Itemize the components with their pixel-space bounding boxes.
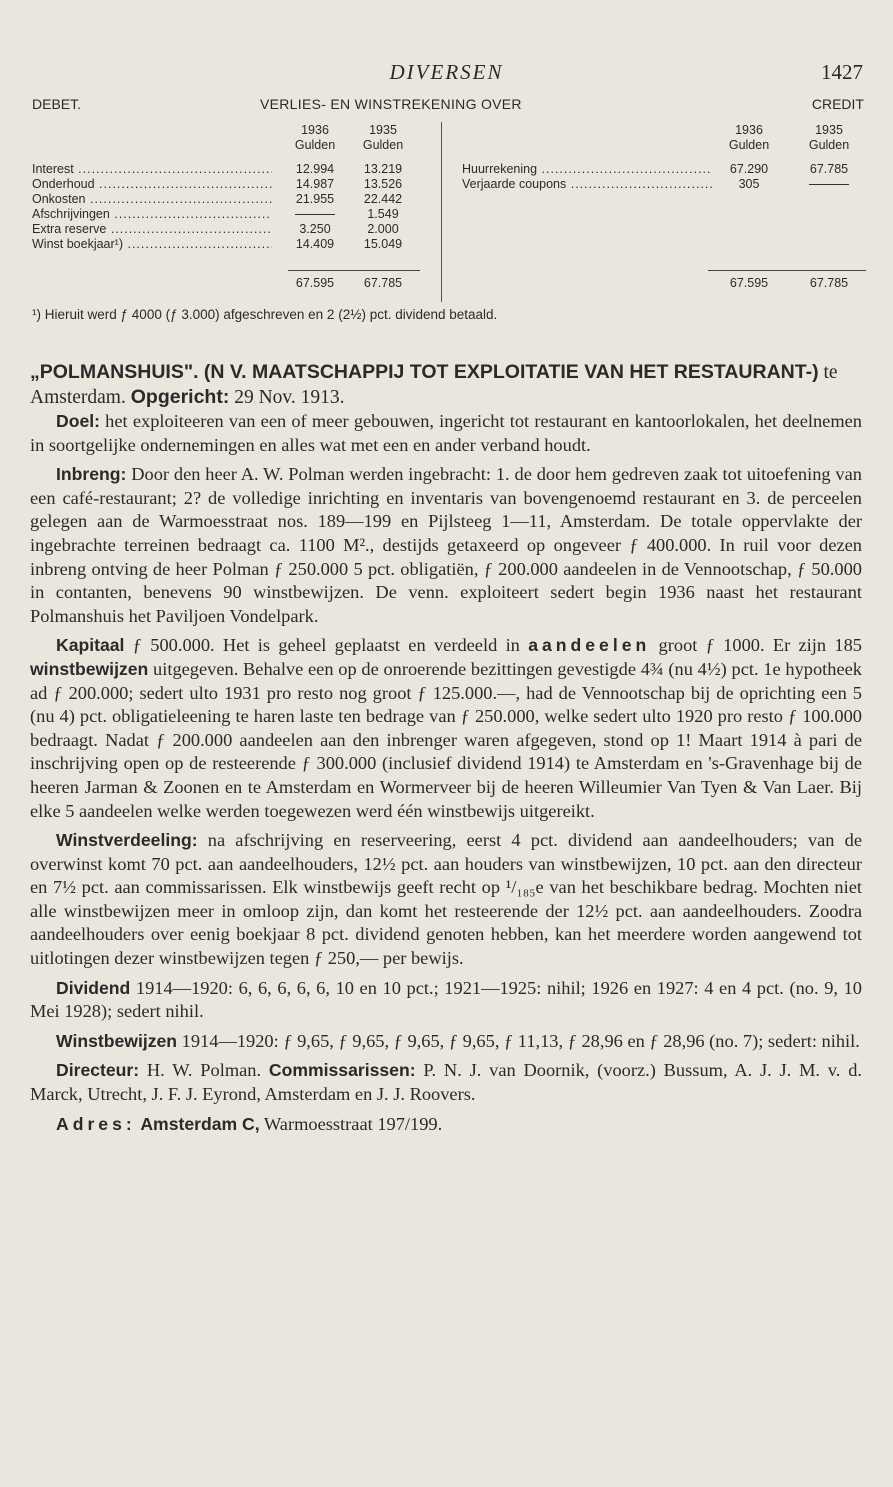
debet-row-name: Extra reserve .....	[32, 222, 272, 236]
winstverdeeling-paragraph	[30, 829, 862, 971]
debet-row-1936-dash	[280, 207, 350, 221]
credit-currency-1936: Gulden	[728, 138, 770, 152]
debet-currency-1935: Gulden	[362, 138, 404, 152]
page-number: 1427	[821, 60, 863, 84]
doel-text: het exploiteeren van een of meer gebouwen, ingericht tot restaurant en kantoorlokalen, het deelnemen in soortgelijke ondernemingen en alles wat met een en ander verband houdt.	[30, 411, 862, 455]
credit-row-name: Huurrekening .....	[462, 162, 712, 176]
account-title: VERLIES- EN WINSTREKENING OVER	[260, 96, 522, 112]
adres-text: Warmoesstraat 197/199.	[259, 1113, 443, 1134]
debet-row	[30, 237, 866, 252]
debet-row-1935: 22.442	[363, 192, 403, 206]
debet-row-1936: 14.987	[295, 177, 335, 191]
winstverdeeling-label: Winstverdeeling:	[56, 830, 198, 851]
debet-row	[30, 222, 866, 237]
company-location: te Amsterdam.	[30, 362, 838, 408]
opgericht-label: Opgericht:	[130, 386, 230, 408]
footnote-text: Hieruit werd ƒ 4000 (ƒ 3.000) afgeschreven en 2 (2½) pct. dividend betaald.	[44, 307, 498, 322]
company-heading	[30, 360, 862, 410]
debet-row-name: Interest .....	[32, 162, 272, 176]
debet-row-1935: 2.000	[367, 222, 399, 236]
debet-label: DEBET.	[32, 96, 82, 112]
opgericht-text: 29 Nov. 1913.	[229, 387, 345, 408]
dividend-paragraph	[30, 977, 862, 1024]
directeur-text: H. W. Polman.	[139, 1060, 269, 1081]
debet-row-1935: 13.219	[363, 162, 403, 176]
dividend-text: 1914—1920: 6, 6, 6, 6, 6, 10 en 10 pct.; 1921—1925: nihil; 1926 en 1927: 4 en 4 pct. (no. 9, 10 Mei 1928); sedert nihil.	[30, 977, 862, 1022]
debet-total-rule	[288, 270, 420, 271]
credit-currency-1935: Gulden	[808, 138, 850, 152]
winstverdeeling-text: na afschrijving en reserveering, eerst 4 pct. dividend aan aandeelhouders; van de overwinst komt 70 pct. aan aandeelhouders, 12½ pct. aan houders van winstbewijzen, 10 pct. aan den directeur en 7½ pct. aan commissarissen. Elk winstbewijs geeft recht op ¹/₁₈₅e van het beschikbare bedrag. Mochten niet alle winstbewijzen meer in omloop zijn, dan komt het resteerende der 12½ pct. aan aandeelhouders. Zoodra aandeelhouders over eenig boekjaar 8 pct. dividend genoten hebben, kan het meerdere worden aangewend tot uitlotingen dezer winstbewijzen tegen ƒ 250,— per bewijs.	[30, 830, 862, 969]
winstbewijzen-text: 1914—1920: ƒ 9,65, ƒ 9,65, ƒ 9,65, ƒ 9,65, ƒ 11,13, ƒ 28,96 en ƒ 28,96 (no. 7); sedert: nihil.	[177, 1030, 860, 1051]
footnote	[32, 307, 497, 322]
management-paragraph	[30, 1059, 862, 1106]
profit-loss-account	[30, 96, 866, 326]
debet-row	[30, 207, 866, 222]
credit-total-rule	[708, 270, 866, 271]
kapitaal-text-3: uitgegeven. Behalve een op de onroerende bezittingen gevestigde 4¾ (nu 4½) pct. 1e hypotheek ad ƒ 200.000; sedert ulto 1931 pro resto nog groot ƒ 125.000.—, had de Vennootschap bij de oprichting een 5 (nu 4) pct. obligatieleening te haren laste ten bedrage van ƒ 250.000, welke sedert ulto 1920 pro resto ƒ 100.000 bedraagt. Nadat ƒ 200.000 aandeelen aan den inbrenger waren afgegeven, stond op 1! Maart 1914 à pari de inschrijving open op de resteerende ƒ 300.000 (inclusief dividend 1914) te Amsterdam en 's-Gravenhage bij de heeren Jarman & Zoonen en te Amsterdam en Wormerveer bij de heeren Willeumier Van Tyen & Van Laer. Bij elke 5 aandeelen welke werden toegewezen werd één winstbewijs uitgereikt.	[30, 658, 862, 821]
doel-paragraph	[30, 410, 862, 457]
debet-row-name: Onderhoud .....	[32, 177, 272, 191]
debet-row	[30, 192, 866, 207]
directeur-label: Directeur:	[56, 1060, 140, 1081]
debet-row-1936: 14.409	[295, 237, 335, 251]
debet-row-1935: 15.049	[363, 237, 403, 251]
kapitaal-text: ƒ 500.000. Het is geheel geplaatst en verdeeld in	[124, 635, 529, 656]
debet-row-1936: 12.994	[295, 162, 335, 176]
debet-row-name: Afschrijvingen .....	[32, 207, 272, 221]
running-header: DIVERSEN	[389, 60, 504, 84]
credit-year-1935: 1935	[815, 123, 843, 137]
adres-paragraph	[30, 1113, 862, 1137]
credit-row	[30, 177, 866, 192]
credit-row-1936: 305	[738, 177, 760, 191]
debet-currency-1936: Gulden	[294, 138, 336, 152]
credit-row-1936: 67.290	[729, 162, 769, 176]
credit-total-1935: 67.785	[809, 276, 849, 290]
debet-row-name: Winst boekjaar¹) .....	[32, 237, 272, 251]
credit-row-1935-dash	[794, 177, 864, 191]
debet-total-1936: 67.595	[295, 276, 335, 290]
debet-row-1936: 21.955	[295, 192, 335, 206]
winstbewijzen-paragraph	[30, 1030, 862, 1054]
inbreng-paragraph	[30, 463, 862, 628]
credit-row-name: Verjaarde coupons .....	[462, 177, 712, 191]
company-name: „POLMANSHUIS". (N V. MAATSCHAPPIJ TOT EXPLOITATIE VAN HET RESTAURANT-)	[30, 361, 819, 383]
debet-row-1935: 1.549	[367, 207, 399, 221]
credit-total-1936: 67.595	[729, 276, 769, 290]
kapitaal-text-2: groot ƒ 1000. Er zijn 185	[650, 635, 862, 656]
winstbewijzen-label: Winstbewijzen	[56, 1030, 178, 1051]
credit-row	[30, 162, 866, 177]
credit-row-1935: 67.785	[809, 162, 849, 176]
inbreng-text: Door den heer A. W. Polman werden ingebracht: 1. de door hem gedreven zaak tot uitoefening van een café-restaurant; 2? de volledige inrichting en inventaris van bovengenoemd restaurant en 3. de perceelen gelegen aan de Warmoesstraat nos. 189—199 en Pijlsteeg 1—11, Amsterdam. De totale oppervlakte der ingebrachte terreinen bedraagt ca. 1100 M²., destijds getaxeerd op ongeveer ƒ 400.000. In ruil voor dezen inbreng ontving de heer Polman ƒ 250.000 5 pct. obligatiën, ƒ 200.000 aandeelen in de Vennootschap, ƒ 50.000 in contanten, benevens 90 winstbewijzen. De venn. exploiteert sedert begin 1936 naast het restaurant Polmanshuis het Paviljoen Vondelpark.	[30, 464, 862, 626]
debet-row-name: Onkosten .....	[32, 192, 272, 206]
credit-label: CREDIT	[811, 96, 864, 112]
adres-label: Adres:	[56, 1113, 136, 1134]
commissarissen-label: Commissarissen:	[268, 1060, 416, 1081]
credit-year-1936: 1936	[735, 123, 763, 137]
inbreng-label: Inbreng:	[56, 464, 127, 485]
kapitaal-label: Kapitaal	[56, 635, 125, 656]
dividend-label: Dividend	[56, 977, 131, 998]
adres-city: Amsterdam C,	[140, 1113, 260, 1134]
aandeelen-term: aandeelen	[528, 635, 651, 656]
debet-row-1936: 3.250	[299, 222, 331, 236]
debet-year-1935: 1935	[369, 123, 397, 137]
debet-year-1936: 1936	[301, 123, 329, 137]
commissarissen-text: P. N. J. van Doornik, (voorz.) Bussum, A. J. J. M. v. d. Marck, Utrecht, J. F. J. Eyrond, Amsterdam en J. J. Roovers.	[30, 1060, 862, 1105]
footnote-mark: ¹)	[32, 307, 41, 322]
kapitaal-paragraph	[30, 634, 862, 823]
doel-label: Doel:	[56, 411, 100, 431]
company-entry	[30, 360, 862, 1136]
debet-total-1935: 67.785	[363, 276, 403, 290]
debet-row-1935: 13.526	[363, 177, 403, 191]
winstbewijzen-term: winstbewijzen	[30, 658, 149, 679]
